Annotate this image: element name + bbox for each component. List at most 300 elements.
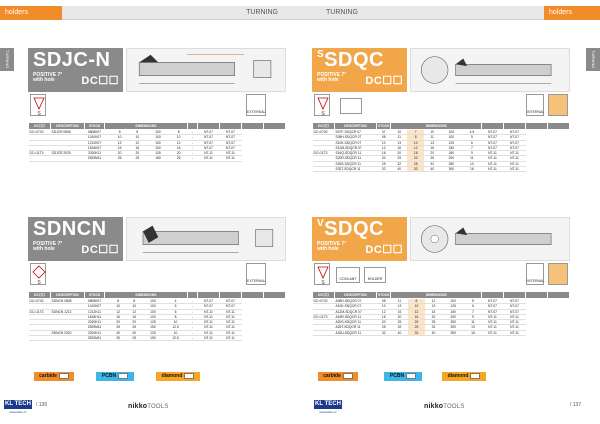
table-cell: 16 — [408, 314, 425, 319]
table-cell: 20 — [128, 151, 146, 156]
table-cell: 100 — [146, 130, 170, 135]
table-cell: 20 — [377, 156, 391, 161]
table-cell: 32 — [377, 167, 391, 172]
holder-type-icon: HOLDER — [364, 267, 386, 283]
material-legend — [0, 372, 300, 382]
table-cell: 125 — [146, 151, 170, 156]
product-title: $^S$SDQC — [317, 49, 384, 71]
icon-row — [28, 94, 286, 120]
table-cell: 150 — [442, 309, 465, 314]
col-header — [220, 123, 242, 130]
table-cell: NT-11 — [220, 320, 242, 325]
table-cell: 250 — [440, 161, 462, 166]
table-cell: 1616H11 — [85, 314, 105, 319]
col-header — [526, 292, 548, 299]
table-cell: S07F-SDQCR 07 — [335, 130, 377, 135]
table-cell: - — [188, 130, 198, 135]
table-cell: 11 — [391, 299, 408, 304]
table-cell: 11 — [462, 156, 481, 161]
table-cell: 25 — [126, 325, 142, 330]
table-cell: NT-11 — [504, 325, 526, 330]
table-cell: NT-11 — [504, 314, 526, 319]
table-cell: 20 — [126, 330, 142, 335]
table-cell: 2020K11 — [85, 151, 105, 156]
col-header: STOCK — [378, 124, 390, 128]
table-cell: - — [188, 304, 198, 309]
col-header — [548, 123, 570, 130]
material-legend — [300, 372, 600, 382]
table-cell: 150 — [142, 325, 163, 330]
table-cell: S20R-SDQCR 11 — [335, 156, 377, 161]
table-cell: 10 — [391, 130, 407, 135]
table-cell: 25 — [391, 320, 408, 325]
product-section-sdjc-n — [28, 42, 286, 192]
table-cell: 9 — [462, 151, 481, 156]
top-bar — [300, 6, 600, 20]
side-tabs — [0, 48, 14, 291]
table-row — [313, 330, 570, 335]
table-cell: 300 — [440, 167, 462, 172]
table-cell: 10 — [126, 304, 142, 309]
title-box — [28, 217, 123, 261]
table-cell: 13 — [391, 304, 408, 309]
insert-code: DC☐☐ — [81, 244, 119, 256]
insert-shape-icon — [314, 263, 330, 285]
table-cell: 16 — [377, 151, 391, 156]
table-cell: S16Q-SDQCR 11 — [335, 151, 377, 156]
title-box — [312, 217, 407, 261]
col-header — [482, 292, 504, 299]
table-cell: SDNCN 1212 — [51, 309, 85, 314]
col-header: STOCK — [378, 293, 390, 297]
table-cell: 20 — [391, 314, 408, 319]
table-cell: 8 — [111, 130, 129, 135]
table-cell: DC=0702 — [313, 299, 335, 304]
tool-drawing — [126, 48, 286, 92]
table-cell: 16 — [377, 314, 391, 319]
table-cell: 100 — [142, 314, 163, 319]
table-cell: 10 — [407, 140, 423, 145]
insert-shape-icon — [314, 94, 330, 116]
table-cell: 32 — [407, 167, 423, 172]
table-cell: NT-11 — [482, 330, 504, 335]
table-row — [29, 156, 286, 161]
table-cell: NT-07 — [504, 299, 526, 304]
col-header — [198, 292, 220, 299]
table-cell: 25 — [377, 325, 391, 330]
table-cell: NT-07 — [198, 135, 220, 140]
table-cell: NT-11 — [198, 309, 220, 314]
table-cell: NT-07 — [482, 140, 504, 145]
table-cell: 100 — [440, 130, 462, 135]
table-cell: - — [188, 325, 198, 330]
col-header: DC☐☐ — [29, 292, 51, 299]
table-cell: 1010K07 — [85, 135, 105, 140]
table-cell: 2525M11 — [85, 336, 105, 341]
table-cell: NT-11 — [198, 336, 220, 341]
icon-row — [312, 263, 570, 289]
table-cell: NT-11 — [482, 156, 504, 161]
legend-pcbn: PCBN — [384, 372, 422, 381]
table-cell: 150 — [146, 156, 170, 161]
table-cell: 2525M11 — [85, 325, 105, 330]
table-cell: NT-07 — [198, 130, 220, 135]
col-header: DIMENSIONS — [391, 123, 482, 130]
table-cell: SDJCR 0808 — [51, 130, 85, 135]
table-cell: NT-11 — [198, 330, 220, 335]
table-cell: 16 — [128, 145, 146, 150]
table-cell: NT-07 — [198, 140, 220, 145]
coolant-icon: COOLANT — [336, 267, 360, 283]
legend-pcbn: PCBN — [96, 372, 134, 381]
table-cell: 8 — [408, 299, 425, 304]
insert-code: DC☐☐ — [365, 75, 403, 87]
table-cell: 100 — [142, 309, 163, 314]
table-cell: - — [188, 140, 198, 145]
table-cell: NT-11 — [504, 161, 526, 166]
table-cell: S08H-SDQCR 07 — [335, 135, 377, 140]
table-cell: 12.5 — [164, 325, 188, 330]
table-cell: 08 — [377, 135, 391, 140]
table-cell: 16 — [391, 145, 407, 150]
table-cell: NT-07 — [482, 304, 504, 309]
table-cell: NT-07 — [220, 130, 242, 135]
table-cell: 6 — [164, 309, 188, 314]
table-cell: 150 — [440, 145, 462, 150]
table-cell: - — [188, 309, 198, 314]
table-cell: NT-11 — [482, 314, 504, 319]
table-cell: 125 — [442, 304, 465, 309]
col-header: DESCRIPTION — [51, 123, 85, 130]
table-cell: 5 — [462, 135, 481, 140]
table-cell: 100 — [442, 299, 465, 304]
table-cell — [29, 156, 51, 161]
spec-table — [312, 122, 570, 172]
table-cell: NT-11 — [504, 167, 526, 172]
col-header — [188, 123, 198, 130]
table-cell: NT-11 — [482, 151, 504, 156]
table-cell: NT-07 — [482, 130, 504, 135]
table-cell: 25 — [111, 156, 129, 161]
spec-table — [28, 122, 286, 162]
table-cell: 13 — [391, 140, 407, 145]
table-cell: NT-07 — [504, 140, 526, 145]
product-subtitle: POSITIVE 7° with hole — [33, 72, 63, 83]
table-cell: 16 — [464, 330, 481, 335]
table-cell: 20 — [408, 320, 425, 325]
external-icon: EXTERNAL — [246, 94, 266, 116]
col-header — [198, 123, 220, 130]
table-cell: NT-11 — [220, 336, 242, 341]
table-cell: NT-11 — [504, 151, 526, 156]
table-cell: 12 — [377, 309, 391, 314]
table-cell: 8 — [170, 130, 188, 135]
table-cell: A12M-SDQCR 07 — [335, 309, 377, 314]
table-cell: S32T-SDQCR 11 — [335, 167, 377, 172]
table-cell: NT-11 — [482, 325, 504, 330]
table-cell: NT-07 — [220, 299, 242, 304]
table-row — [313, 167, 570, 172]
table-cell: 40 — [391, 167, 407, 172]
table-cell: 100 — [146, 135, 170, 140]
top-bar — [0, 6, 300, 20]
footer — [0, 398, 300, 418]
table-cell: 10 — [377, 140, 391, 145]
table-cell: S25S-SDQCR 11 — [335, 161, 377, 166]
table-cell: DC=11T3 — [29, 151, 51, 156]
table-cell: NT-11 — [504, 156, 526, 161]
table-cell: NT-11 — [482, 320, 504, 325]
table-cell: 20 — [111, 151, 129, 156]
table-cell: DC=11T3 — [313, 151, 335, 156]
table-cell: A20S-SDQCR 11 — [335, 320, 377, 325]
tool-drawing — [410, 48, 570, 92]
section-tab: holders — [544, 6, 600, 20]
table-cell: 20 — [377, 320, 391, 325]
table-cell: A08H-SDQCR 07 — [335, 299, 377, 304]
legend-diamond: diamond — [442, 372, 486, 381]
table-cell: 08 — [377, 299, 391, 304]
table-cell: 125 — [440, 140, 462, 145]
table-cell: - — [188, 145, 198, 150]
table-cell: 180 — [440, 151, 462, 156]
table-cell: 125 — [142, 320, 163, 325]
table-cell: 16 — [111, 145, 129, 150]
table-cell: 10 — [408, 304, 425, 309]
table-cell: NT-11 — [220, 330, 242, 335]
table-cell: 32 — [377, 330, 391, 335]
table-cell: 20 — [391, 151, 407, 156]
table-row — [29, 336, 286, 341]
table-cell: 5 — [164, 304, 188, 309]
table-cell: 125 — [142, 330, 163, 335]
table-cell: 350 — [442, 330, 465, 335]
side-tab[interactable]: TURNING — [0, 48, 14, 71]
table-cell: NT-11 — [198, 156, 220, 161]
table-cell: 20 — [110, 330, 126, 335]
table-cell: NT-11 — [198, 320, 220, 325]
col-header: DC☐☐ — [313, 292, 335, 299]
legend-carbide: carbide — [318, 372, 358, 381]
table-cell: 32 — [425, 325, 442, 330]
table-cell: 200 — [440, 156, 462, 161]
table-cell: - — [188, 151, 198, 156]
table-cell: 13 — [464, 325, 481, 330]
table-cell: 20 — [110, 320, 126, 325]
col-header: STOCK — [85, 123, 105, 130]
table-row — [29, 130, 286, 135]
table-cell: SDNCN 0808 — [51, 299, 85, 304]
insert-code: DC☐☐ — [81, 75, 119, 87]
product-subtitle: POSITIVE 7° with hole — [317, 241, 347, 252]
insert-shape-icon — [30, 263, 46, 285]
tool-drawing — [126, 217, 286, 261]
table-cell: 12 — [111, 140, 129, 145]
material-icon — [548, 263, 568, 285]
table-cell: 10 — [424, 130, 440, 135]
insert-shape-icon — [30, 94, 46, 116]
table-cell: 10 — [110, 304, 126, 309]
table-cell: 20 — [424, 151, 440, 156]
table-cell: 1010K07 — [85, 304, 105, 309]
table-cell: 16 — [391, 309, 408, 314]
table-cell: NT-07 — [198, 299, 220, 304]
material-icon — [548, 94, 568, 116]
table-cell: 25 — [425, 320, 442, 325]
side-tab[interactable]: TURNING — [586, 48, 600, 71]
table-cell: 100 — [146, 145, 170, 150]
col-header: DIMENSIONS — [105, 123, 188, 130]
table-cell: 25 — [377, 161, 391, 166]
table-cell: NT-11 — [482, 167, 504, 172]
table-cell: 0808K07 — [85, 299, 105, 304]
table-cell: 1616K07 — [85, 145, 105, 150]
table-cell: 25 — [126, 336, 142, 341]
spec-table — [312, 291, 570, 336]
table-cell: 25 — [128, 156, 146, 161]
table-cell: 10 — [164, 330, 188, 335]
table-cell: 12 — [128, 140, 146, 145]
table-cell: 16 — [425, 309, 442, 314]
table-cell: NT-11 — [198, 314, 220, 319]
table-cell: - — [188, 320, 198, 325]
table-cell: A16R-SDQCR 11 — [335, 314, 377, 319]
table-cell: 12 — [126, 309, 142, 314]
table-cell: NT-11 — [220, 156, 242, 161]
table-cell: 25 — [391, 156, 407, 161]
table-cell: 100 — [142, 304, 163, 309]
table-cell: - — [188, 336, 198, 341]
col-header: STOCK — [85, 292, 105, 299]
holder-icon — [340, 98, 362, 114]
col-header — [482, 123, 504, 130]
external-icon: EXTERNAL — [246, 263, 266, 285]
col-header: DESCRIPTION — [51, 292, 85, 299]
table-cell: 6 — [462, 140, 481, 145]
product-subtitle: POSITIVE 7° with hole — [317, 72, 347, 83]
table-cell — [51, 156, 85, 161]
table-cell: 4.5 — [462, 130, 481, 135]
page-number: / 137 — [570, 402, 582, 408]
table-cell: 11 — [464, 320, 481, 325]
col-header: DIMENSIONS — [105, 292, 188, 299]
footer — [300, 398, 600, 418]
table-cell: NT-07 — [504, 309, 526, 314]
table-cell: 200 — [442, 314, 465, 319]
insert-code: DC☐☐ — [365, 244, 403, 256]
icon-row — [28, 263, 286, 289]
legend-carbide: carbide — [34, 372, 74, 381]
table-cell: NT-11 — [220, 325, 242, 330]
svg-text:S: S — [37, 111, 41, 117]
table-cell — [313, 330, 335, 335]
col-header — [504, 123, 526, 130]
table-cell: 16 — [110, 314, 126, 319]
table-cell: 8 — [110, 299, 126, 304]
table-cell: 11 — [391, 135, 407, 140]
table-cell: 13 — [462, 161, 481, 166]
table-cell: - — [188, 330, 198, 335]
table-cell: 8 — [407, 135, 423, 140]
svg-text:S: S — [37, 280, 41, 286]
table-cell: A32U-SDQCR 11 — [335, 330, 377, 335]
col-header — [242, 123, 264, 130]
table-cell: 12 — [408, 309, 425, 314]
table-cell: NT-07 — [198, 145, 220, 150]
table-cell: A25T-SDQCR 11 — [335, 325, 377, 330]
table-cell: NT-11 — [482, 161, 504, 166]
table-cell: 1212K11 — [85, 309, 105, 314]
table-cell: 7 — [462, 145, 481, 150]
table-cell: 2525M11 — [85, 156, 105, 161]
header-label: TURNING — [246, 9, 278, 16]
table-cell: 11 — [424, 135, 440, 140]
table-cell: NT-07 — [504, 145, 526, 150]
table-cell: 25 — [407, 161, 423, 166]
table-cell: 4 — [164, 299, 188, 304]
table-cell: 07 — [377, 130, 391, 135]
table-cell: 20 — [126, 320, 142, 325]
table-cell: 7 — [407, 130, 423, 135]
col-header — [264, 123, 286, 130]
table-cell: 100 — [440, 135, 462, 140]
table-cell: NT-11 — [198, 151, 220, 156]
table-cell: DC=0702 — [29, 299, 51, 304]
col-header — [504, 292, 526, 299]
table-cell: NT-07 — [220, 135, 242, 140]
table-cell: 10 — [170, 135, 188, 140]
right-page — [300, 0, 600, 424]
spec-table — [28, 291, 286, 341]
table-cell: NT-07 — [220, 145, 242, 150]
table-cell: 12.5 — [164, 336, 188, 341]
section-tab: holders — [0, 6, 62, 20]
side-tabs — [586, 48, 600, 291]
table-cell: 16 — [126, 314, 142, 319]
table-cell — [313, 167, 335, 172]
table-cell: 20 — [407, 156, 423, 161]
table-cell: 300 — [442, 325, 465, 330]
col-header: DESCRIPTION — [335, 123, 377, 130]
table-cell: 6 — [464, 304, 481, 309]
nikko-logo: nikkoTOOLS — [128, 403, 169, 410]
table-cell: 32 — [408, 330, 425, 335]
table-cell: 2020K11 — [85, 320, 105, 325]
table-cell: A10K-SDQCR 07 — [335, 304, 377, 309]
tool-drawing — [410, 217, 570, 261]
legend-diamond: diamond — [156, 372, 200, 381]
table-cell: DC=0702 — [313, 130, 335, 135]
table-cell: NT-07 — [504, 135, 526, 140]
table-cell: NT-07 — [504, 130, 526, 135]
table-cell: 250 — [442, 320, 465, 325]
svg-text:S: S — [321, 111, 325, 117]
internal-icon: INTERNAL — [526, 263, 544, 285]
kltech-logo: KL TECH www.kltec.cz — [5, 401, 31, 414]
col-header: DESCRIPTION — [335, 292, 377, 299]
product-title: SDJC-N — [33, 49, 111, 71]
table-cell: 10 — [377, 304, 391, 309]
product-section-s-sdqc — [312, 42, 570, 192]
header-label: TURNING — [326, 9, 358, 16]
table-cell: S12M-SDQCR 07 — [335, 145, 377, 150]
svg-text:S: S — [321, 280, 325, 286]
table-cell: 40 — [425, 330, 442, 335]
table-cell: 8 — [126, 299, 142, 304]
table-cell: NT-07 — [482, 135, 504, 140]
table-cell: 100 — [146, 140, 170, 145]
table-cell: 2020K11 — [85, 330, 105, 335]
